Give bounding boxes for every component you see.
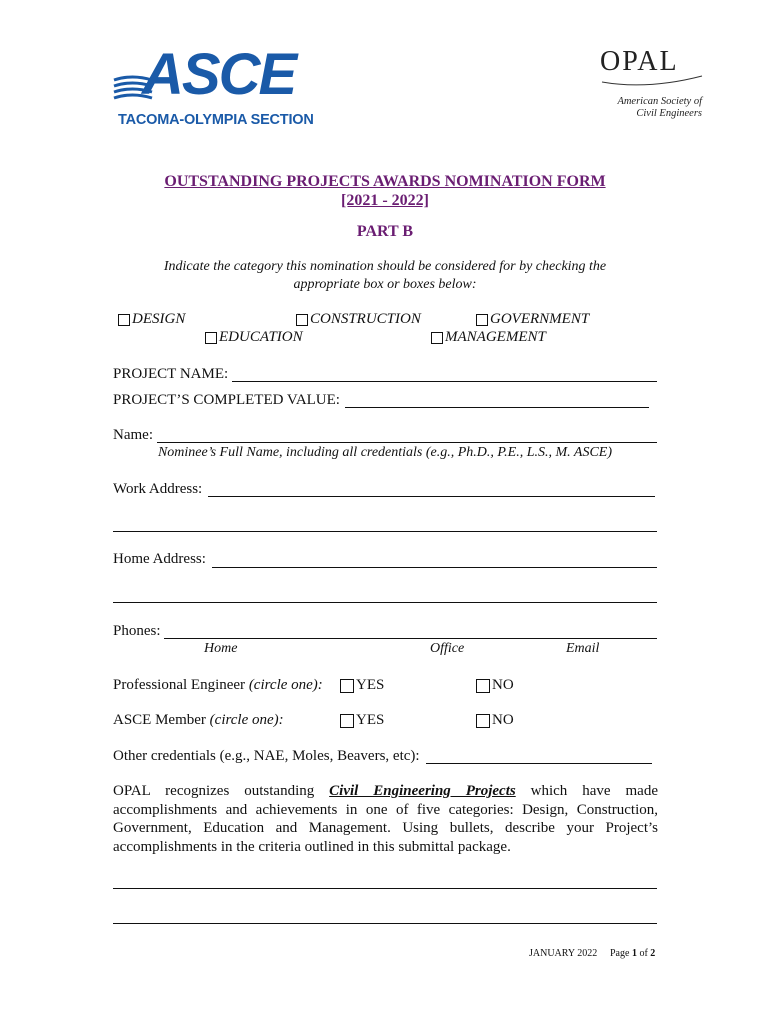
other-credentials-field[interactable]: [426, 763, 652, 764]
pe-yes-checkbox[interactable]: [340, 679, 354, 693]
phone-home-hint: Home: [204, 641, 238, 656]
asce-no-option[interactable]: NO: [476, 712, 514, 729]
home-address-field[interactable]: [212, 567, 657, 568]
phones-field[interactable]: [164, 638, 657, 639]
opal-swoosh-icon: [598, 44, 708, 94]
phones-label: Phones:: [113, 623, 161, 639]
category-government[interactable]: GOVERNMENT: [476, 311, 589, 328]
work-address-label: Work Address:: [113, 481, 203, 497]
asce-wordmark: ASCE: [142, 42, 296, 107]
category-design[interactable]: DESIGN: [118, 311, 185, 328]
phone-office-hint: Office: [430, 641, 465, 656]
name-label: Name:: [113, 427, 153, 443]
asce-member-label: ASCE Member (circle one):: [113, 712, 284, 728]
other-credentials-label: Other credentials (e.g., NAE, Moles, Beavers, etc):: [113, 748, 420, 764]
work-address-field-2[interactable]: [113, 531, 657, 532]
form-title: OUTSTANDING PROJECTS AWARDS NOMINATION FORM: [164, 173, 606, 190]
name-field[interactable]: [157, 442, 657, 443]
category-management[interactable]: MANAGEMENT: [431, 329, 546, 346]
form-part: PART B: [356, 223, 414, 240]
opal-wordmark: OPAL: [600, 46, 679, 77]
description-paragraph: OPAL recognizes outstanding Civil Engineering Projects which have made accomplishments and achievements in one of five categories: Design, Construction, Government, Education and Management. Using bullets, describe your Project’s accomplishments in the criteria outlined in this submittal package.: [113, 783, 658, 855]
accomplishments-field-1[interactable]: [113, 888, 657, 889]
asce-yes-option[interactable]: YES: [340, 712, 384, 729]
category-instruction: Indicate the category this nomination should be considered for by checking the appropriate box or boxes below:: [163, 259, 607, 292]
completed-value-field[interactable]: [345, 407, 649, 408]
footer-page-number: Page 1 of 2: [610, 948, 656, 959]
work-address-field[interactable]: [208, 496, 655, 497]
asce-no-checkbox[interactable]: [476, 714, 490, 728]
home-address-field-2[interactable]: [113, 602, 657, 603]
pe-no-option[interactable]: NO: [476, 677, 514, 694]
pe-no-checkbox[interactable]: [476, 679, 490, 693]
phone-email-hint: Email: [566, 641, 600, 656]
category-education[interactable]: EDUCATION: [205, 329, 303, 346]
government-checkbox[interactable]: [476, 314, 488, 326]
management-checkbox[interactable]: [431, 332, 443, 344]
project-name-label: PROJECT NAME:: [113, 366, 229, 382]
asce-logo: [112, 44, 324, 134]
design-checkbox[interactable]: [118, 314, 130, 326]
education-checkbox[interactable]: [205, 332, 217, 344]
asce-section-name: TACOMA-OLYMPIA SECTION: [118, 112, 314, 128]
project-name-field[interactable]: [232, 381, 657, 382]
category-construction[interactable]: CONSTRUCTION: [296, 311, 421, 328]
footer-date: JANUARY 2022: [529, 948, 598, 959]
opal-subtitle: American Society of Civil Engineers: [617, 96, 702, 119]
accomplishments-field-2[interactable]: [113, 923, 657, 924]
construction-checkbox[interactable]: [296, 314, 308, 326]
asce-yes-checkbox[interactable]: [340, 714, 354, 728]
form-years: [2021 - 2022]: [341, 192, 429, 209]
opal-logo: [598, 44, 708, 129]
name-hint: Nominee’s Full Name, including all credentials (e.g., Ph.D., P.E., L.S., M. ASCE): [157, 445, 613, 460]
pe-label: Professional Engineer (circle one):: [113, 677, 323, 693]
completed-value-label: PROJECT’S COMPLETED VALUE:: [113, 392, 340, 408]
pe-yes-option[interactable]: YES: [340, 677, 384, 694]
home-address-label: Home Address:: [113, 551, 206, 567]
